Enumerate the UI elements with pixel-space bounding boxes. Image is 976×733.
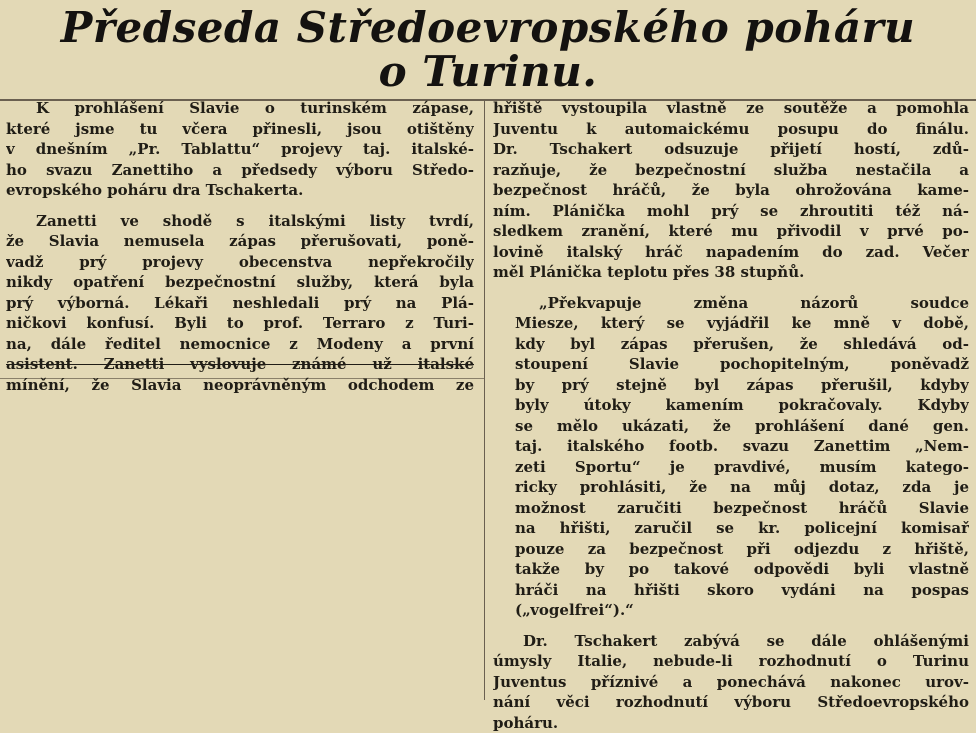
text-line: možnost zaručiti bezpečnost hráčů Slavie (515, 498, 969, 519)
text-line: prý výborná. Lékaři neshledali prý na Plá- (6, 293, 474, 314)
text-line: poháru. (493, 713, 969, 733)
text-line: v dnešním „Pr. Tablattu“ projevy taj. italské- (6, 139, 474, 160)
text-line: evropského poháru dra Tschakerta. (6, 180, 474, 201)
text-line: razňuje, že bezpečnostní služba nestačila a (493, 160, 969, 181)
text-line: hřiště vystoupila vlastně ze soutěže a pomohla (493, 98, 969, 119)
text-line: hráči na hřišti skoro vydáni na pospas (515, 580, 969, 601)
text-line-struck: asistent. Zanetti vyslovuje známé už italské (6, 354, 474, 375)
text-line: stoupení Slavie pochopitelným, poněvadž (515, 354, 969, 375)
text-line: Juventus příznivé a ponechává nakonec urov- (493, 672, 969, 693)
text-line: Dr. Tschakert zabývá se dále ohlášenými (493, 631, 969, 652)
text-line: byly útoky kamením pokračovaly. Kdyby (515, 395, 969, 416)
text-line: mínění, že Slavia neoprávněným odchodem ze (6, 375, 474, 396)
text-line: Juventu k automaickému posupu do finálu. (493, 119, 969, 140)
text-line: vadž prý projevy obecenstva nepřekročily (6, 252, 474, 273)
text-line: ricky prohlásiti, že na můj dotaz, zda je (515, 477, 969, 498)
text-line: K prohlášení Slavie o turinském zápase, (6, 98, 474, 119)
text-line: nikdy opatření bezpečnostní služby, která byla (6, 272, 474, 293)
text-line: („vogelfrei“).“ (515, 600, 969, 621)
text-line: kdy byl zápas přerušen, že shledává od- (515, 334, 969, 355)
text-line: Zanetti ve shodě s italskými listy tvrdí, (6, 211, 474, 232)
headline-line-1: Předseda Středoevropského poháru (0, 6, 976, 50)
text-line: se mělo ukázati, že prohlášení dané gen. (515, 416, 969, 437)
text-line: sledkem zranění, které mu přivodil v prvé po- (493, 221, 969, 242)
text-line: by prý stejně byl zápas přerušil, kdyby (515, 375, 969, 396)
tschakert-quote (493, 293, 969, 621)
left-column (6, 98, 474, 395)
headline-line-2: o Turinu. (0, 50, 976, 94)
text-line: na, dále ředitel nemocnice z Modeny a první (6, 334, 474, 355)
text-line: úmysly Italie, nebude-li rozhodnutí o Turinu (493, 651, 969, 672)
text-line: bezpečnost hráčů, že byla ohrožována kame- (493, 180, 969, 201)
text-line: lovině italský hráč napadením do zad. Večer (493, 242, 969, 263)
text-line: které jsme tu včera přinesli, jsou otištěny (6, 119, 474, 140)
text-line: Miesze, který se vyjádřil ke mně v době, (515, 313, 969, 334)
text-line: pouze za bezpečnost při odjezdu z hřiště, (515, 539, 969, 560)
headline (0, 0, 976, 96)
text-line: taj. italského footb. svazu Zanettim „Nem- (515, 436, 969, 457)
text-line: ním. Plánička mohl prý se zhroutiti též ná- (493, 201, 969, 222)
text-line: nání věci rozhodnutí výboru Středoevropského (493, 692, 969, 713)
text-line: ničkovi konfusí. Byli to prof. Terraro z Turi- (6, 313, 474, 334)
text-line: ho svazu Zanettiho a předsedy výboru Středo- (6, 160, 474, 181)
text-line: „Překvapuje změna názorů soudce (515, 293, 969, 314)
right-paragraph-1 (493, 98, 969, 283)
right-column (493, 98, 969, 733)
right-paragraph-2 (493, 631, 969, 733)
left-paragraph-2 (6, 211, 474, 396)
text-line: zeti Sportu“ je pravdivé, musím katego- (515, 457, 969, 478)
text-line: že Slavia nemusela zápas přerušovati, poně- (6, 231, 474, 252)
column-divider (484, 100, 485, 700)
text-line: Dr. Tschakert odsuzuje přijetí hostí, zdů- (493, 139, 969, 160)
text-line: na hřišti, zaručil se kr. policejní komisař (515, 518, 969, 539)
text-line: měl Plánička teplotu přes 38 stupňů. (493, 262, 969, 283)
left-paragraph-1 (6, 98, 474, 201)
text-line: takže by po takové odpovědi byli vlastně (515, 559, 969, 580)
